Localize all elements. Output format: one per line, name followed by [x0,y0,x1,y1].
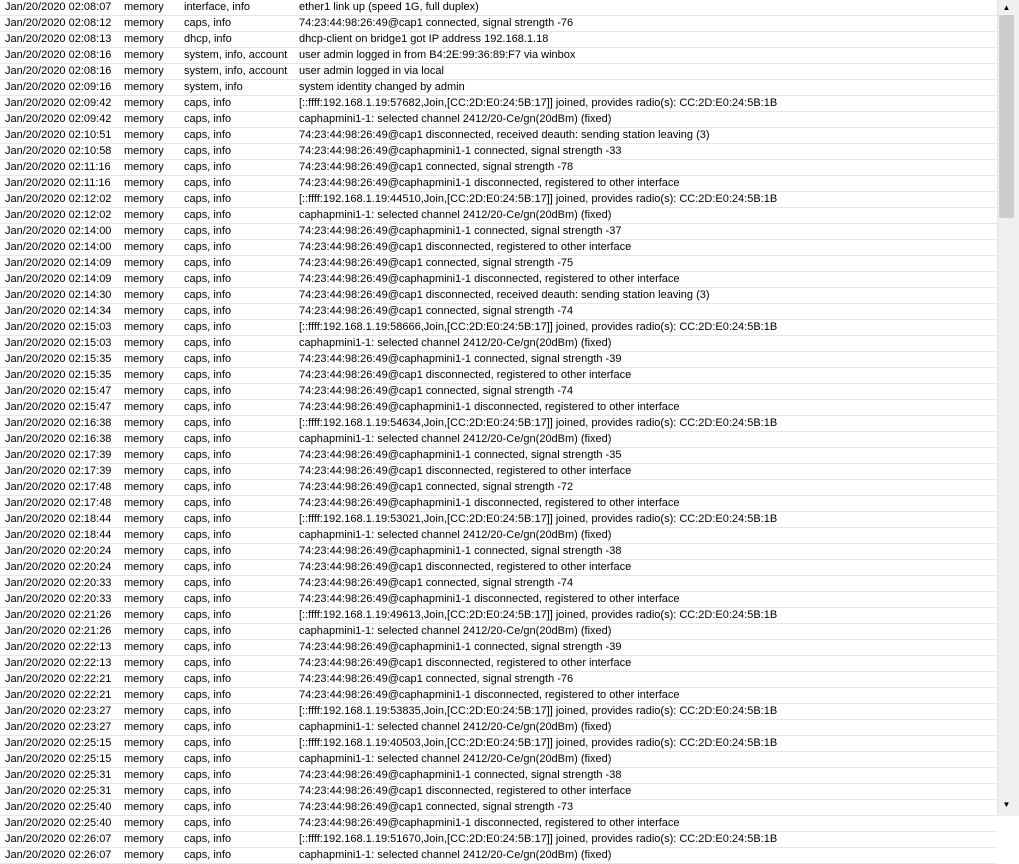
log-row[interactable] [0,256,997,272]
log-topics: caps, info [184,465,232,477]
log-buffer: memory [124,497,164,509]
log-time: Jan/20/2020 02:16:38 [5,417,112,429]
log-row[interactable] [0,96,997,112]
log-buffer: memory [124,161,164,173]
log-topics: caps, info [184,593,232,605]
log-topics: caps, info [184,177,232,189]
log-message: 74:23:44:98:26:49@caphapmini1-1 connected, signal strength -35 [299,449,622,461]
log-time: Jan/20/2020 02:22:13 [5,657,112,669]
log-message: 74:23:44:98:26:49@cap1 connected, signal strength -72 [299,481,574,493]
log-time: Jan/20/2020 02:22:13 [5,641,112,653]
log-row[interactable] [0,16,997,32]
log-buffer: memory [124,241,164,253]
log-time: Jan/20/2020 02:20:33 [5,593,112,605]
log-buffer: memory [124,289,164,301]
log-row[interactable] [0,448,997,464]
scrollbar-thumb[interactable] [999,15,1014,218]
log-message: 74:23:44:98:26:49@caphapmini1-1 disconnected, registered to other interface [299,177,680,189]
log-message: ether1 link up (speed 1G, full duplex) [299,1,479,13]
log-row[interactable] [0,496,997,512]
log-buffer: memory [124,817,164,829]
log-row[interactable] [0,192,997,208]
log-message: [::ffff:192.168.1.19:58666,Join,[CC:2D:E0:24:5B:17]] joined, provides radio(s): CC:2D:E0:24:5B:1B [299,321,778,333]
log-buffer: memory [124,705,164,717]
log-message: user admin logged in from B4:2E:99:36:89:F7 via winbox [299,49,576,61]
log-message: [::ffff:192.168.1.19:51670,Join,[CC:2D:E0:24:5B:17]] joined, provides radio(s): CC:2D:E0:24:5B:1B [299,833,778,845]
log-buffer: memory [124,65,164,77]
log-message: [::ffff:192.168.1.19:44510,Join,[CC:2D:E0:24:5B:17]] joined, provides radio(s): CC:2D:E0:24:5B:1B [299,193,778,205]
log-buffer: memory [124,449,164,461]
log-topics: caps, info [184,705,232,717]
log-time: Jan/20/2020 02:18:44 [5,529,112,541]
vertical-scrollbar[interactable] [997,0,1015,816]
log-topics: caps, info [184,801,232,813]
log-message: 74:23:44:98:26:49@caphapmini1-1 disconnected, registered to other interface [299,401,680,413]
log-row[interactable] [0,224,997,240]
log-row[interactable] [0,240,997,256]
log-topics: caps, info [184,721,232,733]
log-time: Jan/20/2020 02:20:24 [5,545,112,557]
log-topics: caps, info [184,609,232,621]
log-time: Jan/20/2020 02:15:35 [5,369,112,381]
log-buffer: memory [124,673,164,685]
log-message: 74:23:44:98:26:49@caphapmini1-1 connected, signal strength -33 [299,145,622,157]
log-time: Jan/20/2020 02:12:02 [5,193,112,205]
log-time: Jan/20/2020 02:08:13 [5,33,112,45]
log-time: Jan/20/2020 02:26:07 [5,849,112,861]
log-topics: caps, info [184,209,232,221]
log-row[interactable] [0,736,997,752]
log-row[interactable] [0,816,997,832]
log-topics: caps, info [184,257,232,269]
log-buffer: memory [124,353,164,365]
log-buffer: memory [124,17,164,29]
log-buffer: memory [124,225,164,237]
log-message: system identity changed by admin [299,81,465,93]
log-time: Jan/20/2020 02:14:00 [5,241,112,253]
log-time: Jan/20/2020 02:20:33 [5,577,112,589]
log-time: Jan/20/2020 02:23:27 [5,721,112,733]
log-buffer: memory [124,49,164,61]
log-topics: caps, info [184,657,232,669]
log-time: Jan/20/2020 02:14:09 [5,273,112,285]
log-time: Jan/20/2020 02:15:35 [5,353,112,365]
log-time: Jan/20/2020 02:15:03 [5,337,112,349]
log-time: Jan/20/2020 02:09:42 [5,97,112,109]
log-row[interactable] [0,544,997,560]
log-topics: caps, info [184,369,232,381]
log-row[interactable] [0,688,997,704]
log-message: 74:23:44:98:26:49@caphapmini1-1 connected, signal strength -38 [299,545,622,557]
log-row[interactable] [0,464,997,480]
log-time: Jan/20/2020 02:14:00 [5,225,112,237]
log-topics: caps, info [184,497,232,509]
log-message: 74:23:44:98:26:49@caphapmini1-1 connected, signal strength -38 [299,769,622,781]
log-topics: caps, info [184,561,232,573]
log-buffer: memory [124,625,164,637]
log-message: 74:23:44:98:26:49@cap1 disconnected, registered to other interface [299,465,632,477]
log-buffer: memory [124,545,164,557]
log-message: 74:23:44:98:26:49@cap1 disconnected, registered to other interface [299,369,632,381]
log-row[interactable] [0,0,997,16]
log-time: Jan/20/2020 02:26:07 [5,833,112,845]
log-message: 74:23:44:98:26:49@caphapmini1-1 disconnected, registered to other interface [299,817,680,829]
log-buffer: memory [124,1,164,13]
log-topics: interface, info [184,1,251,13]
log-row[interactable] [0,592,997,608]
log-message: [::ffff:192.168.1.19:57682,Join,[CC:2D:E0:24:5B:17]] joined, provides radio(s): CC:2D:E0:24:5B:1B [299,97,778,109]
log-topics: system, info, account [184,49,288,61]
log-buffer: memory [124,641,164,653]
log-time: Jan/20/2020 02:20:24 [5,561,112,573]
log-time: Jan/20/2020 02:21:26 [5,609,112,621]
log-time: Jan/20/2020 02:17:48 [5,481,112,493]
log-row[interactable] [0,528,997,544]
log-buffer: memory [124,369,164,381]
log-topics: caps, info [184,849,232,861]
log-buffer: memory [124,833,164,845]
log-topics: caps, info [184,433,232,445]
log-buffer: memory [124,737,164,749]
log-topics: caps, info [184,145,232,157]
log-message: [::ffff:192.168.1.19:53021,Join,[CC:2D:E0:24:5B:17]] joined, provides radio(s): CC:2D:E0:24:5B:1B [299,513,778,525]
log-buffer: memory [124,417,164,429]
log-row[interactable] [0,320,997,336]
log-buffer: memory [124,849,164,861]
log-message: dhcp-client on bridge1 got IP address 192.168.1.18 [299,33,549,45]
log-row[interactable] [0,144,997,160]
log-message: 74:23:44:98:26:49@cap1 connected, signal strength -74 [299,385,574,397]
log-row[interactable] [0,576,997,592]
log-message: caphapmini1-1: selected channel 2412/20-Ce/gn(20dBm) (fixed) [299,753,612,765]
log-buffer: memory [124,801,164,813]
log-buffer: memory [124,593,164,605]
log-message: 74:23:44:98:26:49@cap1 disconnected, registered to other interface [299,657,632,669]
log-topics: caps, info [184,385,232,397]
log-time: Jan/20/2020 02:25:31 [5,785,112,797]
log-topics: caps, info [184,737,232,749]
log-time: Jan/20/2020 02:17:39 [5,449,112,461]
scroll-down-button[interactable] [998,797,1015,811]
log-time: Jan/20/2020 02:08:16 [5,49,112,61]
log-buffer: memory [124,465,164,477]
log-row[interactable] [0,800,997,816]
log-message: 74:23:44:98:26:49@caphapmini1-1 disconnected, registered to other interface [299,689,680,701]
log-time: Jan/20/2020 02:15:47 [5,385,112,397]
log-message: 74:23:44:98:26:49@cap1 connected, signal strength -74 [299,577,574,589]
log-time: Jan/20/2020 02:23:27 [5,705,112,717]
log-buffer: memory [124,129,164,141]
scroll-up-button[interactable] [998,0,1015,14]
log-message: caphapmini1-1: selected channel 2412/20-Ce/gn(20dBm) (fixed) [299,849,612,861]
log-row[interactable] [0,608,997,624]
log-row[interactable] [0,32,997,48]
window-edge [1014,0,1019,816]
log-message: 74:23:44:98:26:49@cap1 disconnected, registered to other interface [299,785,632,797]
log-row[interactable] [0,416,997,432]
log-buffer: memory [124,769,164,781]
log-row[interactable] [0,176,997,192]
log-message: 74:23:44:98:26:49@cap1 connected, signal strength -74 [299,305,574,317]
log-topics: caps, info [184,113,232,125]
log-time: Jan/20/2020 02:25:40 [5,817,112,829]
log-row[interactable] [0,704,997,720]
log-time: Jan/20/2020 02:18:44 [5,513,112,525]
log-topics: caps, info [184,129,232,141]
log-time: Jan/20/2020 02:09:42 [5,113,112,125]
log-time: Jan/20/2020 02:08:07 [5,1,112,13]
log-message: 74:23:44:98:26:49@cap1 connected, signal strength -76 [299,17,574,29]
log-topics: caps, info [184,577,232,589]
log-message: [::ffff:192.168.1.19:53835,Join,[CC:2D:E0:24:5B:17]] joined, provides radio(s): CC:2D:E0:24:5B:1B [299,705,778,717]
log-time: Jan/20/2020 02:22:21 [5,689,112,701]
log-topics: caps, info [184,481,232,493]
log-buffer: memory [124,529,164,541]
log-message: caphapmini1-1: selected channel 2412/20-Ce/gn(20dBm) (fixed) [299,529,612,541]
log-row[interactable] [0,48,997,64]
log-message: 74:23:44:98:26:49@caphapmini1-1 connected, signal strength -37 [299,225,622,237]
log-buffer: memory [124,33,164,45]
log-buffer: memory [124,609,164,621]
log-buffer: memory [124,273,164,285]
log-topics: caps, info [184,417,232,429]
log-message: caphapmini1-1: selected channel 2412/20-Ce/gn(20dBm) (fixed) [299,113,612,125]
log-time: Jan/20/2020 02:08:16 [5,65,112,77]
log-topics: caps, info [184,353,232,365]
log-time: Jan/20/2020 02:10:51 [5,129,112,141]
log-time: Jan/20/2020 02:11:16 [5,177,111,189]
log-topics: caps, info [184,449,232,461]
log-buffer: memory [124,113,164,125]
log-time: Jan/20/2020 02:22:21 [5,673,112,685]
log-topics: caps, info [184,193,232,205]
log-message: 74:23:44:98:26:49@cap1 connected, signal strength -78 [299,161,574,173]
log-topics: caps, info [184,545,232,557]
log-topics: caps, info [184,289,232,301]
log-row[interactable] [0,640,997,656]
log-row[interactable] [0,432,997,448]
log-row[interactable] [0,112,997,128]
log-row[interactable] [0,160,997,176]
log-time: Jan/20/2020 02:17:48 [5,497,112,509]
log-message: 74:23:44:98:26:49@caphapmini1-1 disconnected, registered to other interface [299,273,680,285]
log-buffer: memory [124,721,164,733]
log-topics: caps, info [184,641,232,653]
log-row[interactable] [0,560,997,576]
log-buffer: memory [124,81,164,93]
log-buffer: memory [124,385,164,397]
log-topics: caps, info [184,321,232,333]
log-message: 74:23:44:98:26:49@caphapmini1-1 disconnected, registered to other interface [299,497,680,509]
log-time: Jan/20/2020 02:10:58 [5,145,112,157]
log-buffer: memory [124,321,164,333]
log-message: user admin logged in via local [299,65,444,77]
log-row[interactable] [0,768,997,784]
log-row[interactable] [0,784,997,800]
log-message: 74:23:44:98:26:49@cap1 disconnected, received deauth: sending station leaving (3) [299,129,710,141]
log-topics: caps, info [184,17,232,29]
log-buffer: memory [124,513,164,525]
log-buffer: memory [124,257,164,269]
log-buffer: memory [124,577,164,589]
log-buffer: memory [124,753,164,765]
log-time: Jan/20/2020 02:25:31 [5,769,112,781]
log-buffer: memory [124,433,164,445]
log-message: 74:23:44:98:26:49@cap1 connected, signal strength -76 [299,673,574,685]
log-time: Jan/20/2020 02:14:30 [5,289,112,301]
log-message: caphapmini1-1: selected channel 2412/20-Ce/gn(20dBm) (fixed) [299,433,612,445]
log-topics: caps, info [184,769,232,781]
log-row[interactable] [0,352,997,368]
log-row[interactable] [0,752,997,768]
log-buffer: memory [124,145,164,157]
log-row[interactable] [0,384,997,400]
log-topics: caps, info [184,753,232,765]
log-time: Jan/20/2020 02:16:38 [5,433,112,445]
log-row[interactable] [0,512,997,528]
log-row[interactable] [0,672,997,688]
log-topics: caps, info [184,625,232,637]
log-row[interactable] [0,336,997,352]
log-time: Jan/20/2020 02:11:16 [5,161,111,173]
log-topics: caps, info [184,305,232,317]
log-message: 74:23:44:98:26:49@cap1 connected, signal strength -75 [299,257,574,269]
log-row[interactable] [0,368,997,384]
log-row[interactable] [0,400,997,416]
log-topics: caps, info [184,225,232,237]
log-buffer: memory [124,785,164,797]
log-row[interactable] [0,208,997,224]
log-buffer: memory [124,305,164,317]
log-topics: caps, info [184,529,232,541]
log-topics: dhcp, info [184,33,232,45]
log-buffer: memory [124,337,164,349]
log-message: 74:23:44:98:26:49@cap1 disconnected, registered to other interface [299,561,632,573]
log-message: 74:23:44:98:26:49@caphapmini1-1 disconnected, registered to other interface [299,593,680,605]
log-time: Jan/20/2020 02:25:40 [5,801,112,813]
log-row[interactable] [0,624,997,640]
log-row[interactable] [0,480,997,496]
log-message: 74:23:44:98:26:49@cap1 connected, signal strength -73 [299,801,574,813]
log-message: [::ffff:192.168.1.19:49613,Join,[CC:2D:E0:24:5B:17]] joined, provides radio(s): CC:2D:E0:24:5B:1B [299,609,778,621]
log-topics: caps, info [184,337,232,349]
log-buffer: memory [124,177,164,189]
log-time: Jan/20/2020 02:15:03 [5,321,112,333]
log-topics: caps, info [184,513,232,525]
log-message: 74:23:44:98:26:49@cap1 disconnected, received deauth: sending station leaving (3) [299,289,710,301]
log-topics: caps, info [184,673,232,685]
log-topics: caps, info [184,689,232,701]
log-message: caphapmini1-1: selected channel 2412/20-Ce/gn(20dBm) (fixed) [299,337,612,349]
log-message: caphapmini1-1: selected channel 2412/20-Ce/gn(20dBm) (fixed) [299,721,612,733]
log-topics: caps, info [184,97,232,109]
log-row[interactable] [0,848,997,864]
log-buffer: memory [124,657,164,669]
log-buffer: memory [124,193,164,205]
arrow-down-icon: ▼ [1002,799,1011,809]
log-buffer: memory [124,561,164,573]
log-row[interactable] [0,128,997,144]
log-topics: caps, info [184,161,232,173]
log-time: Jan/20/2020 02:09:16 [5,81,112,93]
log-buffer: memory [124,209,164,221]
log-topics: caps, info [184,817,232,829]
log-row[interactable] [0,832,997,848]
log-topics: caps, info [184,785,232,797]
log-row[interactable] [0,80,997,96]
log-topics: caps, info [184,401,232,413]
log-message: [::ffff:192.168.1.19:54634,Join,[CC:2D:E0:24:5B:17]] joined, provides radio(s): CC:2D:E0:24:5B:1B [299,417,778,429]
log-topics: caps, info [184,273,232,285]
log-topics: system, info [184,81,243,93]
log-time: Jan/20/2020 02:17:39 [5,465,112,477]
log-buffer: memory [124,97,164,109]
log-message: [::ffff:192.168.1.19:40503,Join,[CC:2D:E0:24:5B:17]] joined, provides radio(s): CC:2D:E0:24:5B:1B [299,737,778,749]
log-time: Jan/20/2020 02:14:34 [5,305,112,317]
log-time: Jan/20/2020 02:25:15 [5,737,112,749]
log-message: 74:23:44:98:26:49@caphapmini1-1 connected, signal strength -39 [299,353,622,365]
log-time: Jan/20/2020 02:14:09 [5,257,112,269]
log-row[interactable] [0,304,997,320]
log-topics: caps, info [184,241,232,253]
arrow-up-icon: ▲ [1002,2,1011,12]
log-row[interactable] [0,720,997,736]
log-row[interactable] [0,272,997,288]
log-buffer: memory [124,689,164,701]
log-buffer: memory [124,401,164,413]
log-message: caphapmini1-1: selected channel 2412/20-Ce/gn(20dBm) (fixed) [299,209,612,221]
log-time: Jan/20/2020 02:21:26 [5,625,112,637]
log-time: Jan/20/2020 02:15:47 [5,401,112,413]
log-time: Jan/20/2020 02:08:12 [5,17,112,29]
log-message: caphapmini1-1: selected channel 2412/20-Ce/gn(20dBm) (fixed) [299,625,612,637]
log-time: Jan/20/2020 02:12:02 [5,209,112,221]
log-row[interactable] [0,288,997,304]
log-row[interactable] [0,656,997,672]
log-topics: system, info, account [184,65,288,77]
log-message: 74:23:44:98:26:49@cap1 disconnected, registered to other interface [299,241,632,253]
log-message: 74:23:44:98:26:49@caphapmini1-1 connected, signal strength -39 [299,641,622,653]
log-topics: caps, info [184,833,232,845]
log-buffer: memory [124,481,164,493]
log-time: Jan/20/2020 02:25:15 [5,753,112,765]
log-row[interactable] [0,64,997,80]
